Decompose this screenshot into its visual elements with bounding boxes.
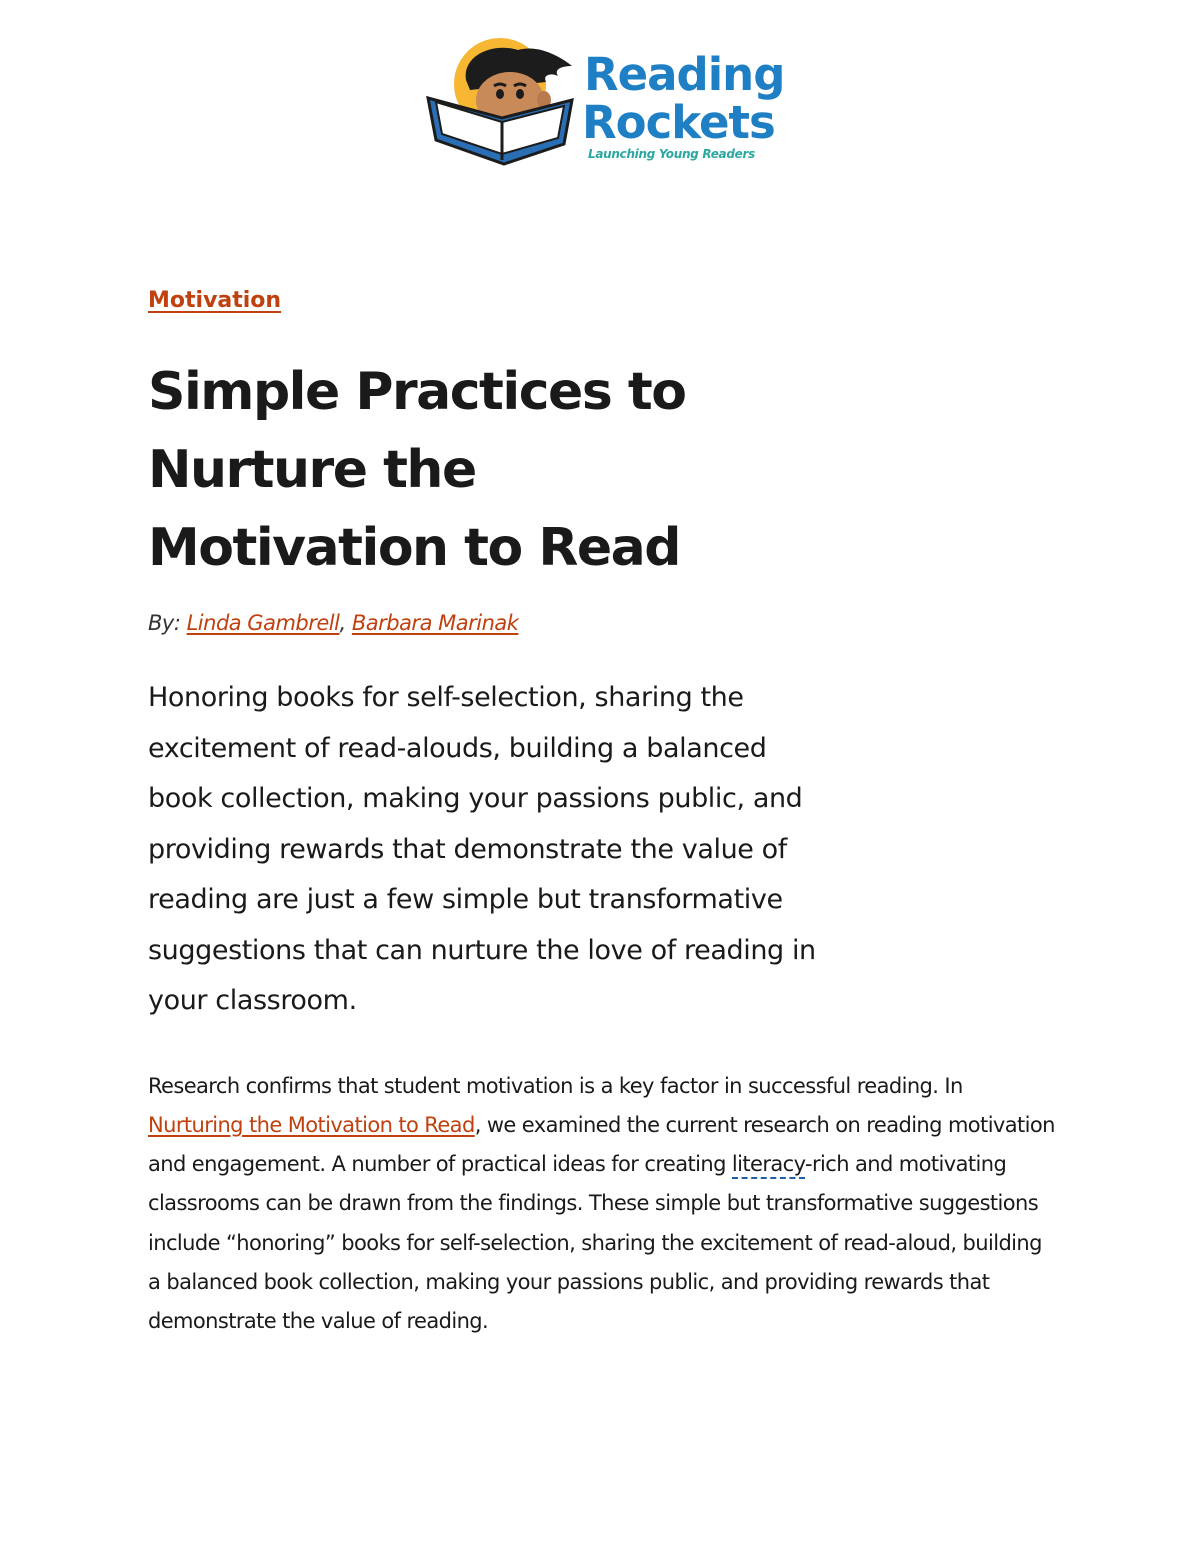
glossary-term[interactable]: literacy	[732, 1152, 805, 1179]
body-text: , we examined the current research on reading motivation and engagement. A number of practical ideas for creating	[148, 1112, 1055, 1177]
logo-tagline: Launching Young Readers	[588, 147, 755, 161]
reading-kid-logo-icon	[422, 36, 582, 170]
article-summary: Honoring books for self-selection, sharing the excitement of read-alouds, building a balanced book collection, making your passions public, and providing rewards that demonstrate the value of reading are just a few simple but transformative suggestions that can nurture the love of reading in your classroom.	[148, 682, 816, 1016]
author-link[interactable]: Barbara Marinak	[351, 611, 519, 635]
byline-prefix: By:	[148, 611, 187, 635]
related-article-link[interactable]: Nurturing the Motivation to Read	[148, 1112, 475, 1137]
byline	[148, 611, 1068, 635]
article	[148, 288, 1068, 1363]
body-text: Research confirms that student motivation is a key factor in successful reading. In	[148, 1073, 963, 1098]
category-link[interactable]: Motivation	[148, 288, 282, 313]
body-paragraph	[148, 1067, 1058, 1342]
site-logo[interactable]	[422, 36, 785, 170]
logo-word-rockets: Rockets	[582, 96, 775, 149]
body-text: -rich and motivating classrooms can be drawn from the findings. These simple but transformative suggestions include “honoring” books for self-selection, sharing the excitement of read-aloud, building a balanced book collection, making your passions public, and providing rewards that demonstrate the value of reading.	[148, 1152, 1042, 1334]
article-title: Simple Practices to Nurture the Motivation to Read	[148, 362, 686, 578]
logo-word-reading: Reading	[584, 48, 785, 101]
author-link[interactable]: Linda Gambrell	[186, 611, 340, 635]
byline-separator: ,	[339, 611, 352, 635]
